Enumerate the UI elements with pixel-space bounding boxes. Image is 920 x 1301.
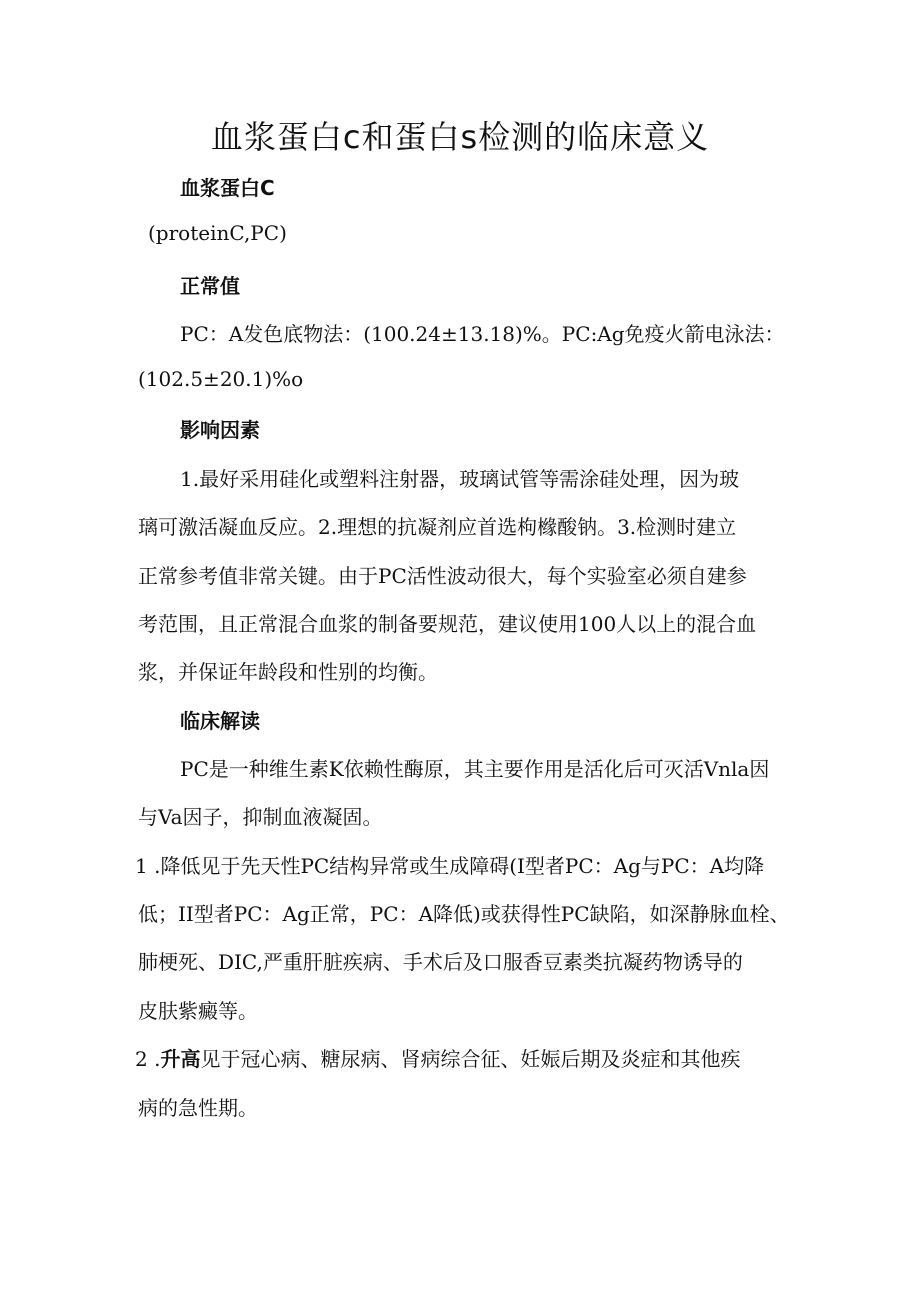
item1-line-1: 1 .降低见于先天性PC结构异常或生成障碍(I型者PC：Ag与PC：A均降 bbox=[135, 854, 765, 878]
item2-line-2: 病的急性期。 bbox=[138, 1096, 258, 1120]
factors-line-1: 1.最好采用硅化或塑料注射器，玻璃试管等需涂硅处理，因为玻 bbox=[180, 467, 740, 491]
item1-line-2: 低；II型者PC：Ag正常，PC：A降低)或获得性PC缺陷，如深静脉血栓、 bbox=[138, 902, 790, 926]
clinical-intro-line-1: PC是一种维生素K依赖性酶原，其主要作用是活化后可灭活Vnla因 bbox=[180, 757, 770, 781]
factors-line-2: 璃可激活凝血反应。2.理想的抗凝剂应首选枸橼酸钠。3.检测时建立 bbox=[138, 515, 737, 539]
heading-normal-value: 正常值 bbox=[180, 274, 240, 298]
item2-number: 2 . bbox=[135, 1047, 161, 1071]
item1-line-4: 皮肤紫癜等。 bbox=[138, 999, 258, 1023]
item1-line-3: 肺梗死、DIC,严重肝脏疾病、手术后及口服香豆素类抗凝药物诱导的 bbox=[138, 950, 743, 974]
item2-bold-keyword: 升高 bbox=[160, 1047, 201, 1071]
clinical-intro-line-2: 与Va因子，抑制血液凝固。 bbox=[138, 805, 383, 829]
heading-clinical-interpretation: 临床解读 bbox=[180, 709, 260, 733]
factors-line-3: 正常参考值非常关键。由于PC活性波动很大，每个实验室必须自建参 bbox=[138, 564, 747, 588]
heading-protein-c: 血浆蛋白C bbox=[180, 176, 275, 200]
factors-line-5: 浆，并保证年龄段和性别的均衡。 bbox=[138, 660, 438, 684]
item2-line-1 bbox=[135, 1043, 740, 1072]
heading-influencing-factors: 影响因素 bbox=[180, 418, 260, 442]
normal-value-line-1: PC：A发色底物法：(100.24±13.18)%。PC:Ag免疫火箭电泳法： bbox=[180, 322, 785, 346]
protein-c-abbreviation: (proteinC,PC) bbox=[148, 221, 287, 245]
factors-line-4: 考范围，且正常混合血浆的制备要规范，建议使用100人以上的混合血 bbox=[138, 612, 757, 636]
item2-text: 见于冠心病、糖尿病、肾病综合征、妊娠后期及炎症和其他疾 bbox=[200, 1047, 741, 1071]
normal-value-line-2: (102.5±20.1)%o bbox=[138, 367, 304, 391]
document-title: 血浆蛋白c和蛋白s检测的临床意义 bbox=[210, 118, 710, 156]
